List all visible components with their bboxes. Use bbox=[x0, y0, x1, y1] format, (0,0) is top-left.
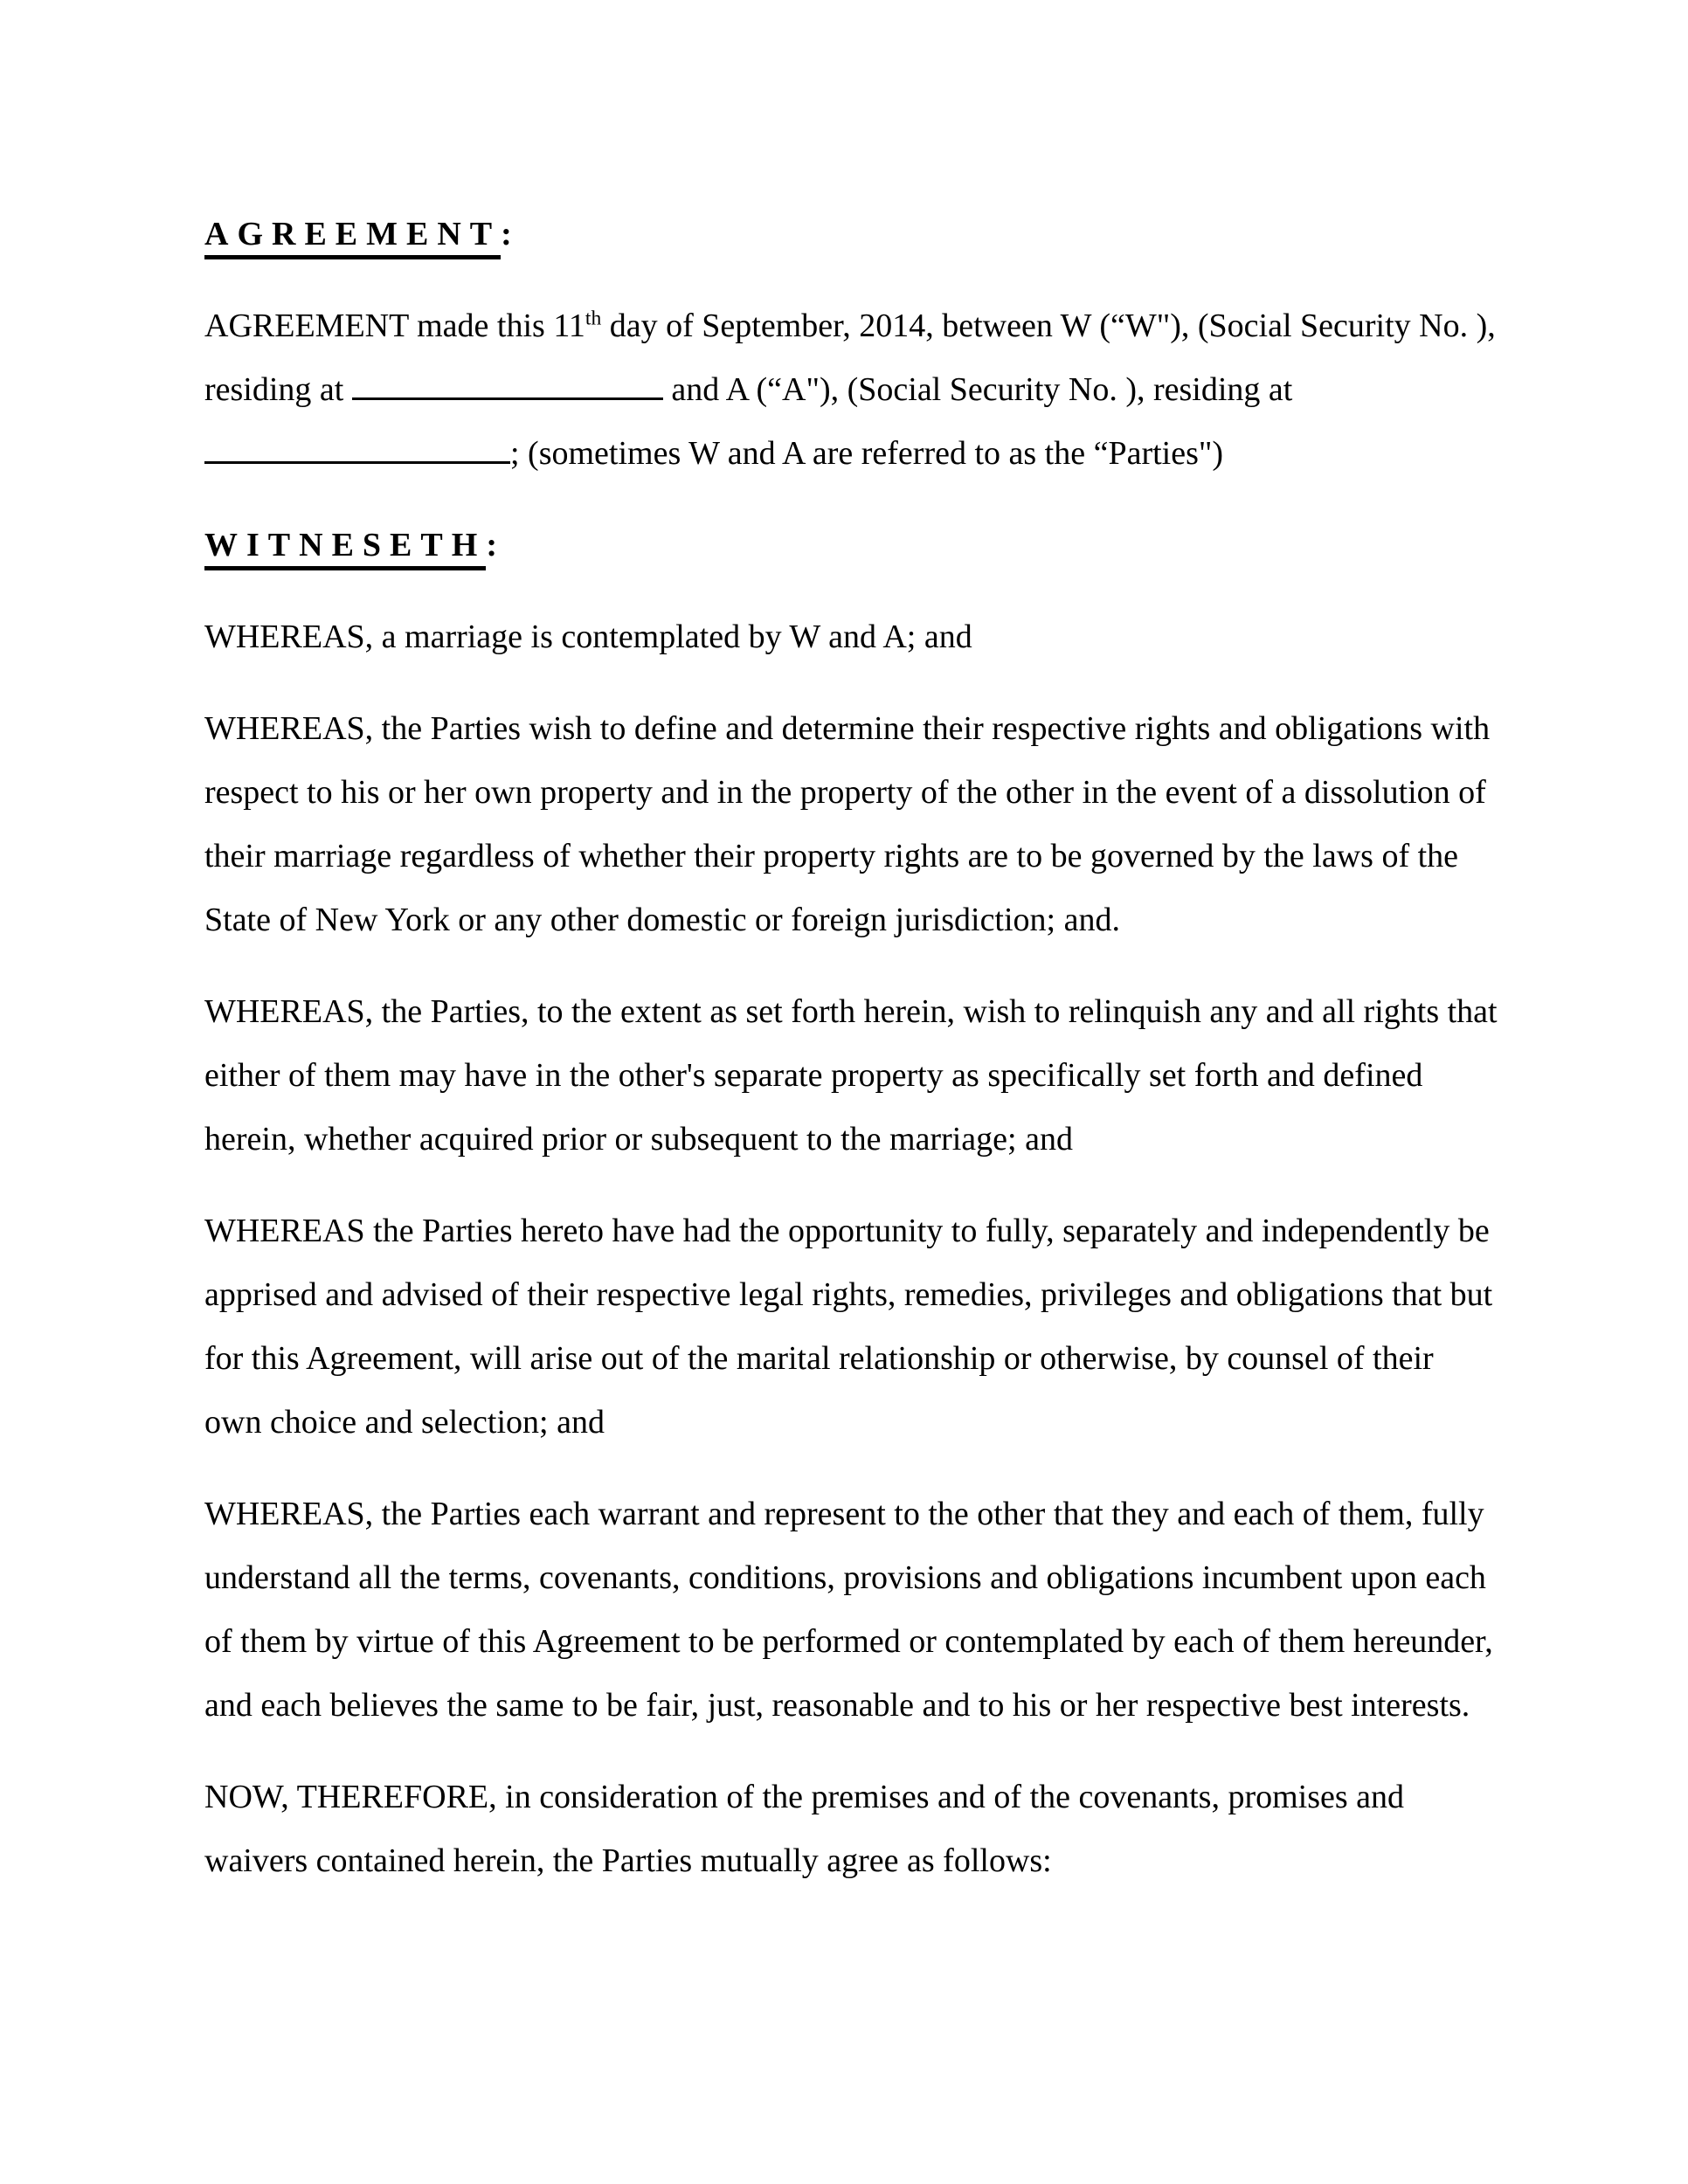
paragraph-line: herein, whether acquired prior or subsequent to the marriage; and bbox=[204, 1121, 1073, 1158]
witneseth-heading bbox=[204, 514, 1489, 577]
paragraph-line: apprised and advised of their respective legal rights, remedies, privileges and obligations that but bbox=[204, 1276, 1493, 1313]
paragraph-line bbox=[204, 358, 1489, 422]
paragraph-now-therefore bbox=[204, 1766, 1489, 1893]
paragraph-whereas-relinquish bbox=[204, 980, 1498, 1171]
paragraph-line: understand all the terms, covenants, conditions, provisions and obligations incumbent upon each bbox=[204, 1559, 1486, 1596]
agreement-heading-colon: : bbox=[501, 216, 512, 252]
witneseth-heading-text: WITNESETH bbox=[204, 527, 486, 570]
text-segment: ; (sometimes W and A are referred to as the “Parties") bbox=[510, 435, 1224, 472]
witneseth-heading-colon: : bbox=[486, 527, 497, 563]
paragraph-line: for this Agreement, will arise out of the marital relationship or otherwise, by counsel of their bbox=[204, 1340, 1434, 1377]
paragraph-line: of them by virtue of this Agreement to be performed or contemplated by each of them hereunder, bbox=[204, 1623, 1493, 1660]
ordinal-superscript: th bbox=[585, 307, 602, 330]
paragraph-whereas-define bbox=[204, 697, 1489, 952]
paragraph-line: WHEREAS, the Parties each warrant and represent to the other that they and each of them, fully bbox=[204, 1496, 1484, 1532]
paragraph-line: either of them may have in the other's separate property as specifically set forth and defined bbox=[204, 1057, 1423, 1094]
paragraph-line: WHEREAS, a marriage is contemplated by W and A; and bbox=[204, 619, 972, 655]
paragraph-line: waivers contained herein, the Parties mutually agree as follows: bbox=[204, 1842, 1052, 1879]
document-body bbox=[204, 203, 1498, 1921]
paragraph-line: WHEREAS, the Parties, to the extent as set forth herein, wish to relinquish any and all rights that bbox=[204, 993, 1498, 1030]
paragraph-line: own choice and selection; and bbox=[204, 1404, 605, 1441]
text-segment: day of September, 2014, between W (“W"), (Social Security No. ), bbox=[601, 308, 1496, 344]
paragraph-line: WHEREAS the Parties hereto have had the opportunity to fully, separately and independently be bbox=[204, 1213, 1490, 1249]
text-segment: AGREEMENT made this 11 bbox=[204, 308, 585, 344]
text-segment: and A (“A"), (Social Security No. ), residing at bbox=[671, 371, 1293, 408]
paragraph-line: and each believes the same to be fair, just, reasonable and to his or her respective best interests. bbox=[204, 1687, 1470, 1724]
paragraph-line: respect to his or her own property and in the property of the other in the event of a dissolution of bbox=[204, 774, 1486, 811]
paragraph-line: NOW, THEREFORE, in consideration of the premises and of the covenants, promises and bbox=[204, 1779, 1405, 1815]
paragraph-line: their marriage regardless of whether their property rights are to be governed by the laws of the bbox=[204, 838, 1459, 874]
paragraph-line: State of New York or any other domestic or foreign jurisdiction; and. bbox=[204, 902, 1120, 938]
paragraph-whereas-warrant bbox=[204, 1482, 1493, 1738]
paragraph-agreement-made bbox=[204, 294, 1496, 486]
paragraph-whereas-counsel bbox=[204, 1199, 1493, 1455]
paragraph-line bbox=[204, 422, 1489, 486]
text-segment: residing at bbox=[204, 371, 344, 408]
residence-blank-field bbox=[204, 432, 510, 464]
paragraph-whereas-marriage bbox=[204, 605, 1489, 669]
agreement-heading-text: AGREEMENT bbox=[204, 216, 501, 259]
residence-blank-field bbox=[352, 368, 663, 400]
agreement-heading bbox=[204, 203, 1489, 266]
paragraph-line: WHEREAS, the Parties wish to define and determine their respective rights and obligations with bbox=[204, 710, 1491, 747]
paragraph-line bbox=[204, 294, 1496, 358]
